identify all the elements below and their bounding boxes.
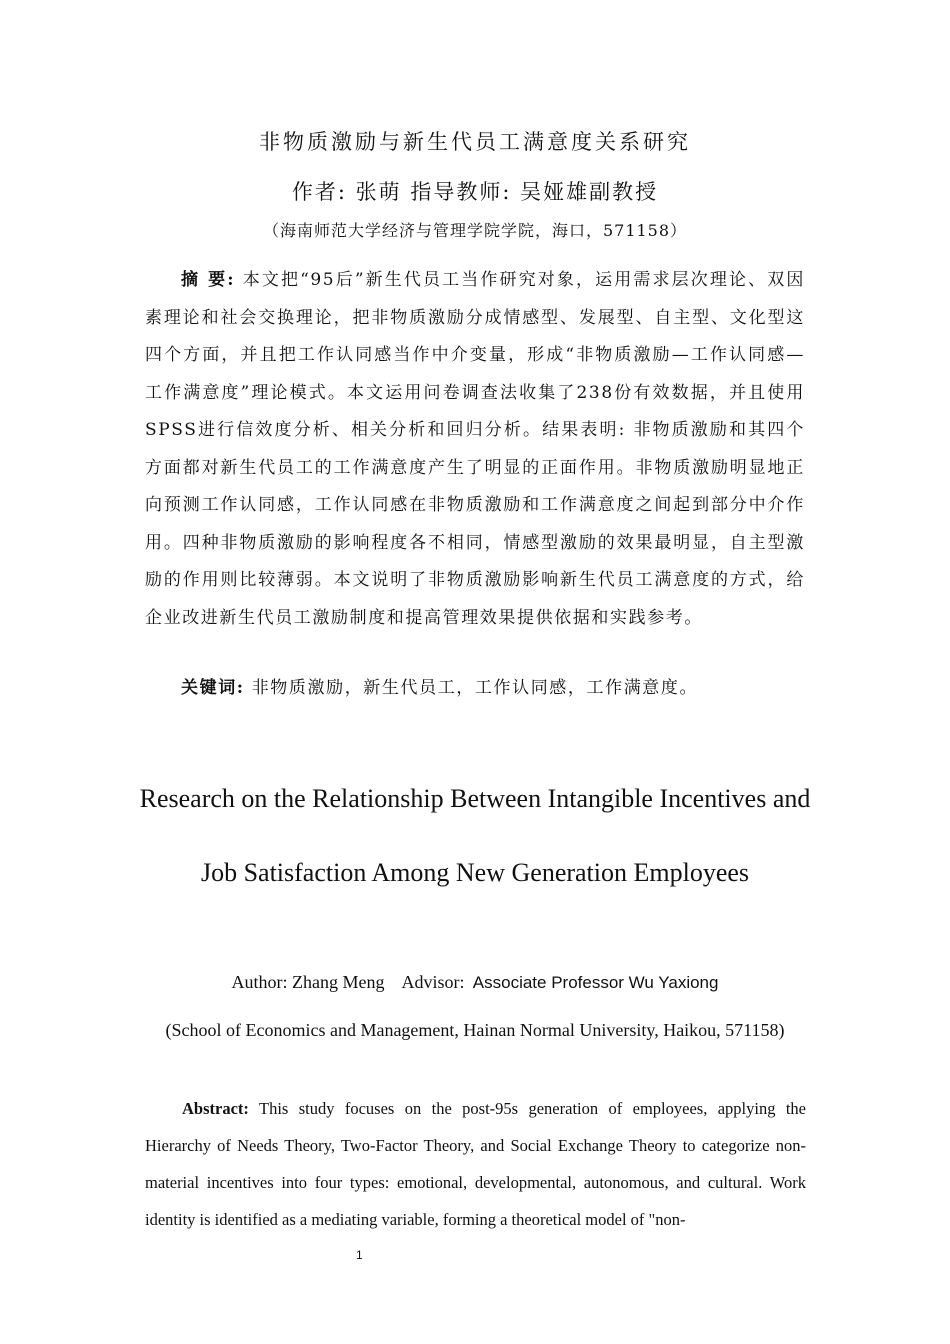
english-title-line-2: Job Satisfaction Among New Generation Employees bbox=[200, 858, 750, 887]
english-advisor-name: Associate Professor Wu Yaxiong bbox=[469, 973, 719, 992]
english-abstract-label: Abstract: bbox=[182, 1099, 249, 1118]
chinese-title: 非物质激励与新生代员工满意度关系研究 bbox=[259, 130, 691, 154]
chinese-keywords bbox=[145, 670, 805, 708]
chinese-keywords-text: 非物质激励，新生代员工，工作认同感，工作满意度。 bbox=[244, 678, 699, 698]
english-abstract-text: This study focuses on the post-95s generation of employees, applying the Hierarchy of Needs Theory, Two-Factor Theory, and Social Exchange Theory to categorize non-material incentives into four types: emotional, developmental, autonomous, and cultural. Work identity is identified as a mediating variable, forming a theoretical model of "non- bbox=[145, 1099, 806, 1229]
chinese-abstract-label: 摘 要: bbox=[181, 270, 236, 290]
english-title-line-1: Research on the Relationship Between Intangible Incentives and bbox=[139, 784, 811, 813]
english-abstract bbox=[145, 1090, 806, 1238]
chinese-author-line: 作者: 张萌 指导教师: 吴娅雄副教授 bbox=[291, 180, 659, 204]
chinese-affiliation: （海南师范大学经济与管理学院学院，海口，571158） bbox=[262, 221, 688, 240]
chinese-abstract-text: 本文把“95后”新生代员工当作研究对象，运用需求层次理论、双因素理论和社会交换理论，把非物质激励分成情感型、发展型、自主型、文化型这四个方面，并且把工作认同感当作中介变量，形成“非物质激励—工作认同感—工作满意度”理论模式。本文运用问卷调查法收集了238份有效数据，并且使用SPSS进行信效度分析、相关分析和回归分析。结果表明: 非物质激励和其四个方面都对新生代员工的工作满意度产生了明显的正面作用。非物质激励明显地正向预测工作认同感，工作认同感在非物质激励和工作满意度之间起到部分中介作用。四种非物质激励的影响程度各不相同，情感型激励的效果最明显，自主型激励的作用则比较薄弱。本文说明了非物质激励影响新生代员工满意度的方式，给企业改进新生代员工激励制度和提高管理效果提供依据和实践参考。 bbox=[145, 270, 805, 628]
english-affiliation: (School of Economics and Management, Hainan Normal University, Haikou, 571158) bbox=[165, 1020, 785, 1040]
page-number: 1 bbox=[356, 1248, 363, 1262]
chinese-abstract bbox=[145, 262, 805, 637]
english-author-line bbox=[0, 972, 950, 993]
english-author-label: Author: Zhang Meng Advisor: bbox=[231, 972, 469, 992]
chinese-keywords-label: 关键词: bbox=[181, 678, 245, 698]
